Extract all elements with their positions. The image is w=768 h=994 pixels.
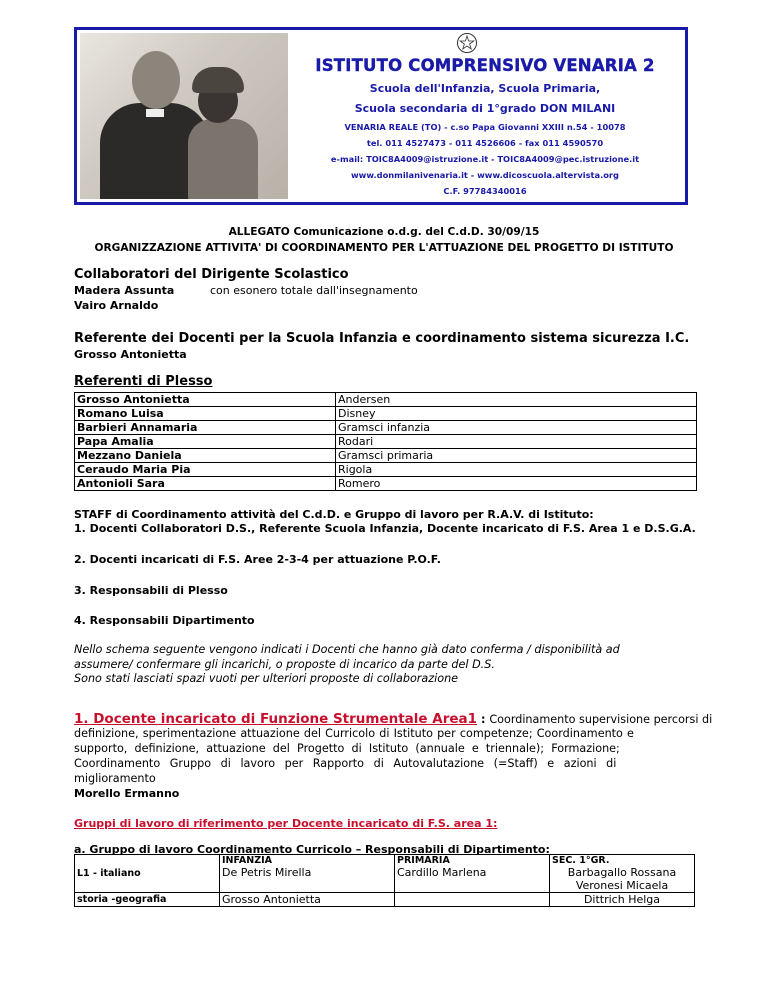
plesso-name: Romero xyxy=(336,477,697,491)
area1-separator: : xyxy=(477,713,490,726)
table-row xyxy=(75,855,695,893)
infanzia-name: Grosso Antonietta xyxy=(220,893,395,907)
table-row xyxy=(75,435,697,449)
plesso-referente: Romano Luisa xyxy=(75,407,336,421)
area1-heading-line xyxy=(74,711,712,727)
table-row xyxy=(75,449,697,463)
staff-item-4: 4. Responsabili Dipartimento xyxy=(74,614,255,627)
school-secondary: Scuola secondaria di 1°grado DON MILANI xyxy=(354,102,616,115)
area1-title: 1. Docente incaricato di Funzione Strumentale Area1 xyxy=(74,711,478,727)
republic-emblem-icon xyxy=(456,32,478,54)
plesso-referente: Mezzano Daniela xyxy=(75,449,336,463)
plesso-name: Gramsci infanzia xyxy=(336,421,697,435)
plesso-name: Rigola xyxy=(336,463,697,477)
staff-item-3: 3. Responsabili di Plesso xyxy=(74,584,228,597)
staff-item-2: 2. Docenti incaricati di F.S. Aree 2-3-4 per attuazione P.O.F. xyxy=(74,553,441,566)
primaria-name: Cardillo Marlena xyxy=(397,866,487,879)
area1-desc-start: Coordinamento supervisione percorsi di xyxy=(489,713,713,726)
plesso-name: Andersen xyxy=(336,393,697,407)
plesso-referente: Grosso Antonietta xyxy=(75,393,336,407)
secondaria-name: Dittrich Helga xyxy=(550,893,695,907)
cell-infanzia xyxy=(220,855,395,893)
plessi-table xyxy=(74,392,697,491)
staff-item-1: 1. Docenti Collaboratori D.S., Referente Scuola Infanzia, Docente incaricato di F.S. Area 1 e D.S.G.A. xyxy=(74,522,696,535)
collaboratori-title: Collaboratori del Dirigente Scolastico xyxy=(74,267,349,282)
referente-title: Referente dei Docenti per la Scuola Infanzia e coordinamento sistema sicurezza I.C. xyxy=(74,331,690,346)
primaria-name xyxy=(395,893,550,907)
note-line-1: Nello schema seguente vengono indicati i Docenti che hanno già dato conferma / disponibilità ad xyxy=(74,643,620,656)
plesso-name: Gramsci primaria xyxy=(336,449,697,463)
plesso-referente: Barbieri Annamaria xyxy=(75,421,336,435)
referente-name: Grosso Antonietta xyxy=(74,348,187,361)
school-websites: www.donmilanivenaria.it - www.dicoscuola.altervista.org xyxy=(351,170,619,180)
table-row xyxy=(75,393,697,407)
staff-heading: STAFF di Coordinamento attività del C.d.D. e Gruppo di lavoro per R.A.V. di Istituto: xyxy=(74,508,594,521)
row-label: L1 - italiano xyxy=(75,855,220,893)
collaboratore-2: Vairo Arnaldo xyxy=(74,299,159,312)
school-tax-code: C.F. 97784340016 xyxy=(443,186,527,196)
area1-desc-4: Coordinamento Gruppo di lavoro per Rapporto di Autovalutazione (=Staff) e azioni di xyxy=(74,757,617,770)
header-infanzia: INFANZIA xyxy=(222,855,272,866)
collaboratore-1-note: con esonero totale dall'insegnamento xyxy=(210,284,418,297)
school-address: VENARIA REALE (TO) - c.so Papa Giovanni XXIII n.54 - 10078 xyxy=(344,122,626,132)
gruppo-a-title: a. Gruppo di lavoro Coordinamento Curricolo – Responsabili di Dipartimento: xyxy=(74,843,550,856)
header-photo xyxy=(80,33,288,199)
gruppi-title: Gruppi di lavoro di riferimento per Docente incaricato di F.S. area 1: xyxy=(74,817,498,830)
note-line-3: Sono stati lasciati spazi vuoti per ulteriori proposte di collaborazione xyxy=(74,672,459,685)
plesso-name: Disney xyxy=(336,407,697,421)
school-levels: Scuola dell'Infanzia, Scuola Primaria, xyxy=(369,82,601,95)
school-email: e-mail: TOIC8A4009@istruzione.it - TOIC8A4009@pec.istruzione.it xyxy=(330,154,640,164)
plesso-name: Rodari xyxy=(336,435,697,449)
table-row xyxy=(75,421,697,435)
plesso-title: Referenti di Plesso xyxy=(74,374,213,389)
curricolo-table xyxy=(74,854,695,907)
cell-primaria xyxy=(395,855,550,893)
school-phone: tel. 011 4527473 - 011 4526606 - fax 011 4590570 xyxy=(366,138,604,148)
school-name: ISTITUTO COMPRENSIVO VENARIA 2 xyxy=(315,56,655,75)
header-primaria: PRIMARIA xyxy=(397,855,450,866)
area1-desc-2: definizione, sperimentazione attuazione del Curricolo di Istituto per competenze; Coordinamento e xyxy=(74,727,634,740)
table-row xyxy=(75,477,697,491)
table-row xyxy=(75,407,697,421)
plesso-referente: Ceraudo Maria Pia xyxy=(75,463,336,477)
row-label: storia -geografia xyxy=(75,893,220,907)
school-header-banner xyxy=(74,27,688,205)
area1-name: Morello Ermanno xyxy=(74,787,180,800)
secondaria-name: Barbagallo Rossana xyxy=(567,866,677,879)
area1-desc-5: miglioramento xyxy=(74,772,156,785)
table-row xyxy=(75,463,697,477)
plesso-referente: Papa Amalia xyxy=(75,435,336,449)
table-row xyxy=(75,893,695,907)
infanzia-name: De Petris Mirella xyxy=(222,866,312,879)
cell-secondaria xyxy=(550,855,695,893)
note-line-2: assumere/ confermare gli incarichi, o proposte di incarico da parte del D.S. xyxy=(74,658,495,671)
organizzazione-heading: ORGANIZZAZIONE ATTIVITA' DI COORDINAMENTO PER L'ATTUAZIONE DEL PROGETTO DI ISTITUTO xyxy=(94,242,674,254)
allegato-heading: ALLEGATO Comunicazione o.d.g. del C.d.D. 30/09/15 xyxy=(228,226,540,238)
header-secondaria: SEC. 1°GR. xyxy=(552,855,610,866)
area1-desc-3: supporto, definizione, attuazione del Progetto di Istituto (annuale e triennale); Formazione; xyxy=(74,742,620,755)
collaboratore-1: Madera Assunta xyxy=(74,284,175,297)
secondaria-name: Veronesi Micaela xyxy=(575,879,669,892)
plesso-referente: Antonioli Sara xyxy=(75,477,336,491)
